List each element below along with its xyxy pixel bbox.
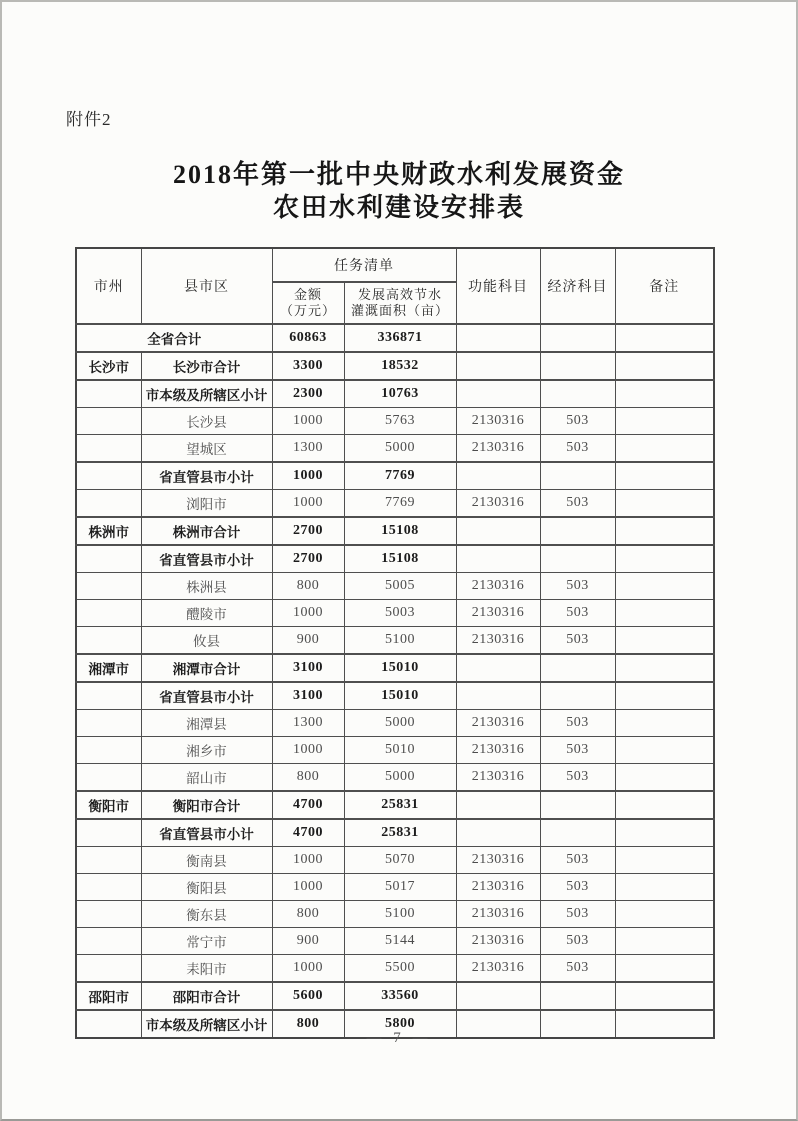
cell-amount: 900 [272, 627, 344, 655]
cell-remark [615, 955, 714, 983]
table-row [76, 324, 714, 352]
cell-remark [615, 573, 714, 600]
cell-city [76, 928, 141, 955]
cell-county: 衡南县 [141, 847, 272, 874]
table-row [76, 901, 714, 928]
header-irrigation-area [344, 282, 456, 324]
cell-city [76, 573, 141, 600]
cell-economic-subject: 503 [540, 490, 615, 518]
cell-irrigation-area: 5017 [344, 874, 456, 901]
cell-function-subject: 2130316 [456, 847, 540, 874]
cell-irrigation-area: 5005 [344, 573, 456, 600]
cell-irrigation-area: 7769 [344, 490, 456, 518]
cell-irrigation-area: 7769 [344, 462, 456, 490]
cell-irrigation-area: 33560 [344, 982, 456, 1010]
table-row [76, 847, 714, 874]
table-row [76, 435, 714, 463]
cell-amount: 1300 [272, 710, 344, 737]
cell-city [76, 710, 141, 737]
cell-county: 湘潭县 [141, 710, 272, 737]
cell-function-subject: 2130316 [456, 874, 540, 901]
cell-function-subject: 2130316 [456, 764, 540, 792]
cell-remark [615, 764, 714, 792]
cell-amount: 900 [272, 928, 344, 955]
cell-irrigation-area: 25831 [344, 819, 456, 847]
cell-amount: 1000 [272, 955, 344, 983]
cell-amount: 4700 [272, 791, 344, 819]
cell-economic-subject [540, 352, 615, 380]
cell-city [76, 380, 141, 408]
cell-county: 省直管县市小计 [141, 462, 272, 490]
cell-county: 市本级及所辖区小计 [141, 380, 272, 408]
cell-function-subject: 2130316 [456, 435, 540, 463]
cell-city [76, 682, 141, 710]
table-row [76, 737, 714, 764]
cell-city: 湘潭市 [76, 654, 141, 682]
cell-county: 株洲市合计 [141, 517, 272, 545]
cell-amount: 1000 [272, 462, 344, 490]
cell-economic-subject: 503 [540, 874, 615, 901]
cell-irrigation-area: 5003 [344, 600, 456, 627]
cell-economic-subject: 503 [540, 764, 615, 792]
page-title-line1: 2018年第一批中央财政水利发展资金 [172, 160, 625, 189]
cell-function-subject [456, 324, 540, 352]
cell-economic-subject: 503 [540, 955, 615, 983]
cell-remark [615, 819, 714, 847]
cell-economic-subject: 503 [540, 408, 615, 435]
cell-function-subject [456, 517, 540, 545]
cell-amount: 60863 [272, 324, 344, 352]
cell-city [76, 600, 141, 627]
cell-economic-subject: 503 [540, 847, 615, 874]
cell-city [76, 627, 141, 655]
cell-county: 湘潭市合计 [141, 654, 272, 682]
cell-irrigation-area: 10763 [344, 380, 456, 408]
cell-county: 全省合计 [76, 324, 272, 352]
cell-economic-subject: 503 [540, 573, 615, 600]
cell-remark [615, 517, 714, 545]
cell-irrigation-area: 5070 [344, 847, 456, 874]
cell-function-subject [456, 380, 540, 408]
cell-city [76, 874, 141, 901]
cell-irrigation-area: 5000 [344, 435, 456, 463]
table-row [76, 517, 714, 545]
header-amount-line2: （万元） [279, 303, 336, 318]
cell-amount: 2700 [272, 545, 344, 573]
cell-function-subject [456, 682, 540, 710]
header-county: 县市区 [141, 248, 272, 324]
header-irrigation-area-line2: 灌溉面积（亩） [350, 303, 449, 318]
cell-amount: 800 [272, 1010, 344, 1038]
cell-function-subject [456, 654, 540, 682]
cell-city [76, 408, 141, 435]
table-row [76, 627, 714, 655]
table-header [76, 248, 714, 324]
header-task-list: 任务清单 [272, 248, 456, 282]
cell-amount: 1000 [272, 737, 344, 764]
cell-city [76, 490, 141, 518]
cell-function-subject: 2130316 [456, 573, 540, 600]
cell-amount: 5600 [272, 982, 344, 1010]
cell-remark [615, 847, 714, 874]
cell-economic-subject [540, 462, 615, 490]
cell-function-subject [456, 352, 540, 380]
cell-irrigation-area: 5100 [344, 627, 456, 655]
cell-economic-subject [540, 545, 615, 573]
cell-function-subject: 2130316 [456, 710, 540, 737]
cell-remark [615, 682, 714, 710]
table-row [76, 819, 714, 847]
cell-city [76, 819, 141, 847]
cell-county: 攸县 [141, 627, 272, 655]
table-row [76, 982, 714, 1010]
cell-county: 省直管县市小计 [141, 819, 272, 847]
cell-amount: 3100 [272, 682, 344, 710]
cell-amount: 1000 [272, 847, 344, 874]
cell-function-subject: 2130316 [456, 928, 540, 955]
cell-remark [615, 654, 714, 682]
cell-county: 衡阳市合计 [141, 791, 272, 819]
cell-irrigation-area: 5000 [344, 710, 456, 737]
cell-county: 省直管县市小计 [141, 682, 272, 710]
table-row [76, 682, 714, 710]
cell-amount: 4700 [272, 819, 344, 847]
cell-economic-subject [540, 982, 615, 1010]
cell-remark [615, 435, 714, 463]
cell-remark [615, 737, 714, 764]
cell-county: 湘乡市 [141, 737, 272, 764]
cell-county: 长沙市合计 [141, 352, 272, 380]
cell-amount: 800 [272, 764, 344, 792]
cell-city [76, 764, 141, 792]
cell-remark [615, 901, 714, 928]
cell-irrigation-area: 15010 [344, 654, 456, 682]
cell-amount: 3300 [272, 352, 344, 380]
cell-remark [615, 324, 714, 352]
cell-amount: 1000 [272, 408, 344, 435]
cell-city: 株洲市 [76, 517, 141, 545]
cell-irrigation-area: 5800 [344, 1010, 456, 1038]
cell-county: 长沙县 [141, 408, 272, 435]
table-row [76, 380, 714, 408]
cell-amount: 1000 [272, 874, 344, 901]
cell-economic-subject: 503 [540, 600, 615, 627]
cell-economic-subject: 503 [540, 710, 615, 737]
cell-amount: 1300 [272, 435, 344, 463]
table-row [76, 352, 714, 380]
cell-function-subject [456, 982, 540, 1010]
header-amount-line1: 金额 [293, 286, 322, 302]
cell-city [76, 955, 141, 983]
cell-function-subject: 2130316 [456, 955, 540, 983]
page-title [2, 158, 796, 224]
cell-irrigation-area: 5763 [344, 408, 456, 435]
cell-county: 浏阳市 [141, 490, 272, 518]
cell-city [76, 901, 141, 928]
cell-amount: 1000 [272, 490, 344, 518]
table-row [76, 490, 714, 518]
cell-county: 韶山市 [141, 764, 272, 792]
table-row [76, 955, 714, 983]
cell-remark [615, 380, 714, 408]
cell-function-subject [456, 791, 540, 819]
cell-economic-subject [540, 380, 615, 408]
table-row [76, 928, 714, 955]
cell-function-subject: 2130316 [456, 901, 540, 928]
cell-remark [615, 600, 714, 627]
cell-irrigation-area: 5010 [344, 737, 456, 764]
table-row [76, 710, 714, 737]
cell-function-subject: 2130316 [456, 627, 540, 655]
cell-county: 市本级及所辖区小计 [141, 1010, 272, 1038]
cell-remark [615, 982, 714, 1010]
cell-county: 耒阳市 [141, 955, 272, 983]
cell-county: 省直管县市小计 [141, 545, 272, 573]
cell-amount: 800 [272, 573, 344, 600]
cell-county: 醴陵市 [141, 600, 272, 627]
cell-city [76, 435, 141, 463]
cell-irrigation-area: 336871 [344, 324, 456, 352]
cell-irrigation-area: 25831 [344, 791, 456, 819]
cell-remark [615, 545, 714, 573]
table-row [76, 600, 714, 627]
cell-city: 衡阳市 [76, 791, 141, 819]
cell-amount: 2300 [272, 380, 344, 408]
cell-economic-subject: 503 [540, 737, 615, 764]
cell-economic-subject [540, 682, 615, 710]
table-row [76, 573, 714, 600]
cell-amount: 800 [272, 901, 344, 928]
cell-county: 邵阳市合计 [141, 982, 272, 1010]
table-row [76, 874, 714, 901]
header-function-subject: 功能科目 [456, 248, 540, 324]
cell-irrigation-area: 5000 [344, 764, 456, 792]
cell-irrigation-area: 15108 [344, 517, 456, 545]
cell-remark [615, 490, 714, 518]
cell-function-subject [456, 545, 540, 573]
header-economic-subject: 经济科目 [540, 248, 615, 324]
cell-function-subject: 2130316 [456, 408, 540, 435]
cell-city [76, 545, 141, 573]
cell-county: 株洲县 [141, 573, 272, 600]
cell-economic-subject [540, 517, 615, 545]
cell-economic-subject [540, 654, 615, 682]
cell-economic-subject [540, 791, 615, 819]
cell-city [76, 737, 141, 764]
cell-economic-subject: 503 [540, 435, 615, 463]
header-remark: 备注 [615, 248, 714, 324]
cell-economic-subject [540, 819, 615, 847]
header-amount [272, 282, 344, 324]
cell-remark [615, 928, 714, 955]
cell-remark [615, 408, 714, 435]
cell-irrigation-area: 5100 [344, 901, 456, 928]
table-row [76, 654, 714, 682]
cell-amount: 2700 [272, 517, 344, 545]
cell-remark [615, 462, 714, 490]
page-title-line2: 农田水利建设安排表 [272, 193, 525, 223]
attachment-label: 附件2 [66, 110, 112, 129]
cell-remark [615, 874, 714, 901]
cell-remark [615, 791, 714, 819]
cell-amount: 1000 [272, 600, 344, 627]
cell-function-subject: 2130316 [456, 490, 540, 518]
allocation-table [75, 247, 715, 1039]
cell-irrigation-area: 5144 [344, 928, 456, 955]
table-body [76, 324, 714, 1038]
cell-city: 邵阳市 [76, 982, 141, 1010]
cell-remark [615, 627, 714, 655]
table-row [76, 764, 714, 792]
cell-function-subject: 2130316 [456, 737, 540, 764]
table-row [76, 462, 714, 490]
cell-function-subject [456, 819, 540, 847]
cell-city [76, 847, 141, 874]
cell-economic-subject: 503 [540, 928, 615, 955]
cell-function-subject [456, 462, 540, 490]
table-row [76, 791, 714, 819]
cell-irrigation-area: 5500 [344, 955, 456, 983]
header-city: 市州 [76, 248, 141, 324]
cell-county: 衡东县 [141, 901, 272, 928]
cell-irrigation-area: 18532 [344, 352, 456, 380]
cell-city: 长沙市 [76, 352, 141, 380]
cell-county: 常宁市 [141, 928, 272, 955]
header-irrigation-area-line1: 发展高效节水 [357, 286, 442, 302]
cell-economic-subject: 503 [540, 627, 615, 655]
cell-function-subject: 2130316 [456, 600, 540, 627]
page-number: — 7 — [366, 1030, 432, 1046]
table-row [76, 408, 714, 435]
cell-irrigation-area: 15108 [344, 545, 456, 573]
cell-remark [615, 352, 714, 380]
cell-amount: 3100 [272, 654, 344, 682]
cell-remark [615, 710, 714, 737]
cell-irrigation-area: 15010 [344, 682, 456, 710]
cell-economic-subject: 503 [540, 901, 615, 928]
cell-county: 衡阳县 [141, 874, 272, 901]
cell-county: 望城区 [141, 435, 272, 463]
cell-economic-subject [540, 324, 615, 352]
table-row [76, 545, 714, 573]
cell-city [76, 462, 141, 490]
